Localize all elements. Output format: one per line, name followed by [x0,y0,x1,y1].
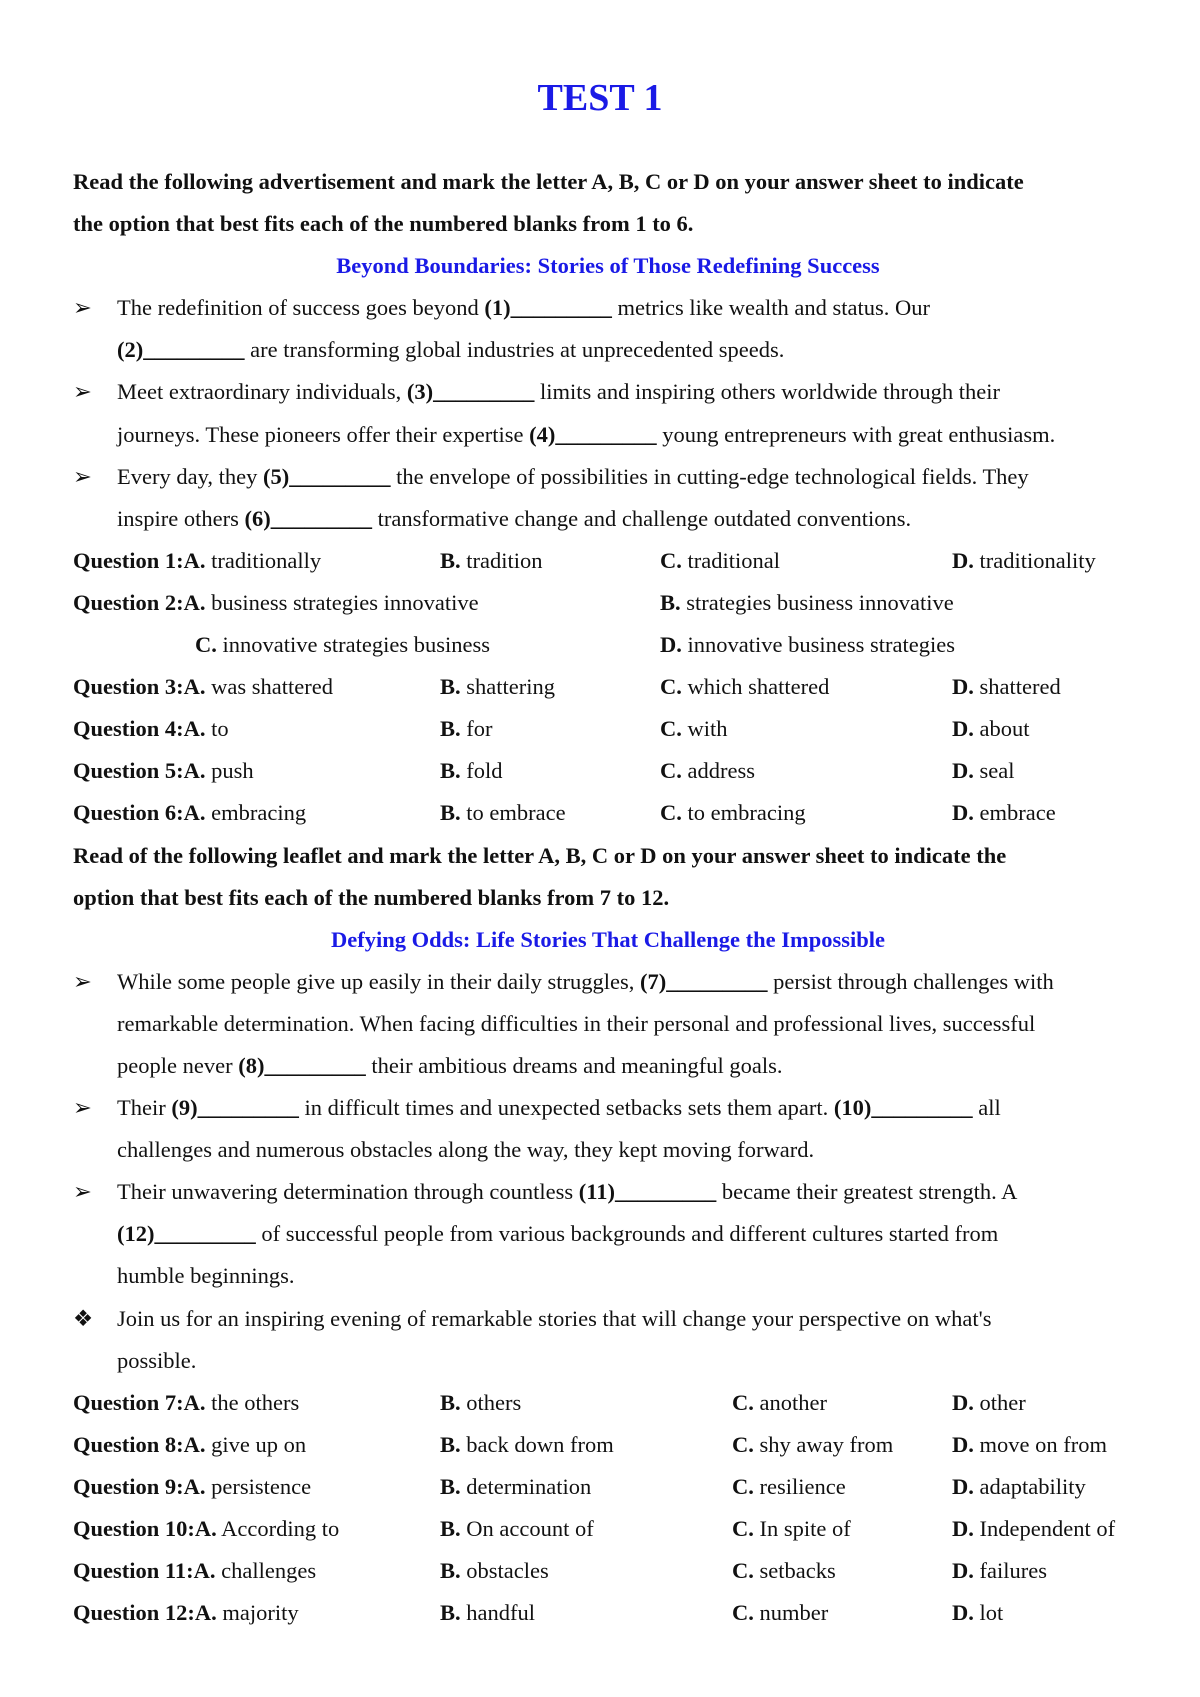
option-9d[interactable]: adaptability [979,1473,1086,1499]
question-2-row1: Question 2:A. business strategies innovative B. strategies business innovative [73,589,954,615]
blank-5: (5)_________ [263,463,391,489]
passage2-line7: (12)_________ of successful people from various backgrounds and different cultures started from [117,1221,999,1247]
page-title: TEST 1 [537,77,663,119]
option-8b[interactable]: back down from [466,1431,614,1457]
option-9c[interactable]: resilience [759,1473,846,1499]
option-10a[interactable]: According to [221,1516,340,1541]
option-4d[interactable]: about [979,716,1030,742]
diamond-bullet-icon: ❖ [73,1305,94,1331]
question-6: Question 6:A. embracing B. to embrace C. to embracing D. embrace [73,800,1056,826]
question-5: Question 5:A. push B. fold C. address D. seal [73,758,1015,784]
section1-instruction-line1: Read the following advertisement and mark the letter A, B, C or D on your answer sheet to indicate [73,169,1024,194]
blank-3: (3)_________ [406,379,535,405]
option-4c[interactable]: with [687,716,728,742]
join-line2: possible. [117,1347,197,1373]
option-3a[interactable]: was shattered [211,674,333,700]
passage2-line4: ➢ Their (9)_________ in difficult times and unexpected setbacks sets them apart. (10)_________ all [73,1087,1143,1129]
passage2-line6: ➢ Their unwavering determination through countless (11)_________ became their greatest strength. A [73,1171,1143,1213]
question-3: Question 3:A. was shattered B. shattering C. which shattered D. shattered [73,674,1061,700]
blank-4: (4)_________ [529,421,657,447]
option-8a[interactable]: give up on [211,1431,307,1457]
option-7d[interactable]: other [979,1389,1026,1415]
option-6c[interactable]: to embracing [687,800,806,826]
option-8d[interactable]: move on from [979,1431,1107,1457]
option-12d[interactable]: lot [979,1600,1004,1626]
option-6b[interactable]: to embrace [466,800,566,826]
question-10: Question 10:A. According to B. On account of C. In spite of D. Independent of [73,1516,1116,1541]
option-1c[interactable]: traditional [687,547,780,573]
option-6a[interactable]: embracing [211,800,307,826]
section1-subtitle: Beyond Boundaries: Stories of Those Redefining Success [336,253,880,279]
option-7c[interactable]: another [759,1389,827,1415]
option-3c[interactable]: which shattered [687,674,830,700]
option-7b[interactable]: others [466,1389,522,1415]
blank-10: (10)_________ [833,1095,973,1121]
question-1: Question 1:A. traditionally B. tradition C. traditional D. traditionality [73,547,1096,573]
arrow-bullet-icon: ➢ [73,463,92,489]
blank-2: (2)_________ [117,337,245,363]
option-5d[interactable]: seal [979,758,1015,784]
question-7: Question 7:A. the others B. others C. another D. other [73,1389,1026,1415]
question-12: Question 12:A. majority B. handful C. number D. lot [73,1600,1004,1626]
option-3d[interactable]: shattered [979,674,1061,700]
option-5a[interactable]: push [211,758,254,784]
option-11d[interactable]: failures [979,1558,1047,1584]
option-1a[interactable]: traditionally [211,547,322,573]
question-2-row2: C. innovative strategies business D. innovative business strategies [195,632,955,658]
passage1-line2: (2)_________ are transforming global industries at unprecedented speeds. [117,337,785,363]
arrow-bullet-icon: ➢ [73,379,92,405]
option-10b[interactable]: On account of [466,1516,594,1541]
section1-instruction-line2: the option that best fits each of the numbered blanks from 1 to 6. [73,211,694,237]
join-line1: ❖ Join us for an inspiring evening of remarkable stories that will change your perspective on what's [73,1298,1143,1340]
arrow-bullet-icon: ➢ [73,1179,92,1205]
option-5c[interactable]: address [687,758,755,784]
question-4: Question 4:A. to B. for C. with D. about [73,716,1030,742]
option-12a[interactable]: majority [222,1600,299,1626]
arrow-bullet-icon: ➢ [73,968,92,994]
section2-instruction-line1: Read of the following leaflet and mark the letter A, B, C or D on your answer sheet to indicate the [73,842,1007,868]
question-11: Question 11:A. challenges B. obstacles C. setbacks D. failures [73,1558,1047,1584]
blank-11: (11)_________ [578,1179,717,1205]
question-9: Question 9:A. persistence B. determination C. resilience D. adaptability [73,1473,1086,1499]
option-11b[interactable]: obstacles [466,1558,549,1584]
option-12b[interactable]: handful [466,1600,535,1626]
blank-9: (9)_________ [171,1095,299,1121]
option-2c[interactable]: innovative strategies business [222,632,490,658]
option-2a[interactable]: business strategies innovative [211,589,479,615]
option-4b[interactable]: for [466,716,493,742]
blank-1: (1)_________ [484,295,612,321]
passage2-line8: humble beginnings. [117,1263,295,1289]
passage2-line5: challenges and numerous obstacles along the way, they kept moving forward. [117,1137,815,1163]
blank-8: (8)_________ [238,1052,366,1078]
option-6d[interactable]: embrace [979,800,1056,826]
passage1-line3: ➢ Meet extraordinary individuals, (3)_________ limits and inspiring others worldwide through their [73,371,1143,413]
arrow-bullet-icon: ➢ [73,1095,92,1121]
option-2b[interactable]: strategies business innovative [686,589,954,615]
blank-7: (7)_________ [640,968,768,994]
section2-subtitle: Defying Odds: Life Stories That Challenge the Impossible [331,926,885,952]
question-8: Question 8:A. give up on B. back down from C. shy away from D. move on from [73,1431,1107,1457]
passage1-line1: ➢ The redefinition of success goes beyond (1)_________ metrics like wealth and status. Our [73,287,1143,329]
passage2-line2: remarkable determination. When facing difficulties in their personal and professional lives, successful [117,1010,1036,1036]
option-9b[interactable]: determination [466,1473,592,1499]
passage1-line5: ➢ Every day, they (5)_________ the envelope of possibilities in cutting-edge technological fields. They [73,456,1143,498]
passage2-line1: ➢ While some people give up easily in their daily struggles, (7)_________ persist through challenges with [73,961,1143,1003]
option-11a[interactable]: challenges [221,1558,317,1584]
blank-12: (12)_________ [117,1221,256,1247]
passage2-line3: people never (8)_________ their ambitious dreams and meaningful goals. [117,1052,783,1078]
option-1b[interactable]: tradition [466,547,543,573]
section2-instruction-line2: option that best fits each of the numbered blanks from 7 to 12. [73,884,670,910]
passage1-line4: journeys. These pioneers offer their expertise (4)_________ young entrepreneurs with great enthusiasm. [117,421,1056,447]
option-5b[interactable]: fold [466,758,503,784]
option-7a[interactable]: the others [211,1389,300,1415]
option-10c[interactable]: In spite of [759,1516,851,1541]
arrow-bullet-icon: ➢ [73,295,92,321]
test-content [73,161,1143,1634]
option-11c[interactable]: setbacks [759,1558,836,1584]
option-10d[interactable]: Independent of [979,1516,1116,1541]
passage1-line6: inspire others (6)_________ transformative change and challenge outdated conventions. [117,505,912,531]
option-8c[interactable]: shy away from [759,1431,894,1457]
option-2d[interactable]: innovative business strategies [687,632,955,658]
option-9a[interactable]: persistence [211,1473,312,1499]
option-4a[interactable]: to [211,716,229,742]
option-3b[interactable]: shattering [466,674,555,700]
blank-6: (6)_________ [244,505,372,531]
option-1d[interactable]: traditionality [979,547,1096,573]
option-12c[interactable]: number [759,1600,829,1626]
